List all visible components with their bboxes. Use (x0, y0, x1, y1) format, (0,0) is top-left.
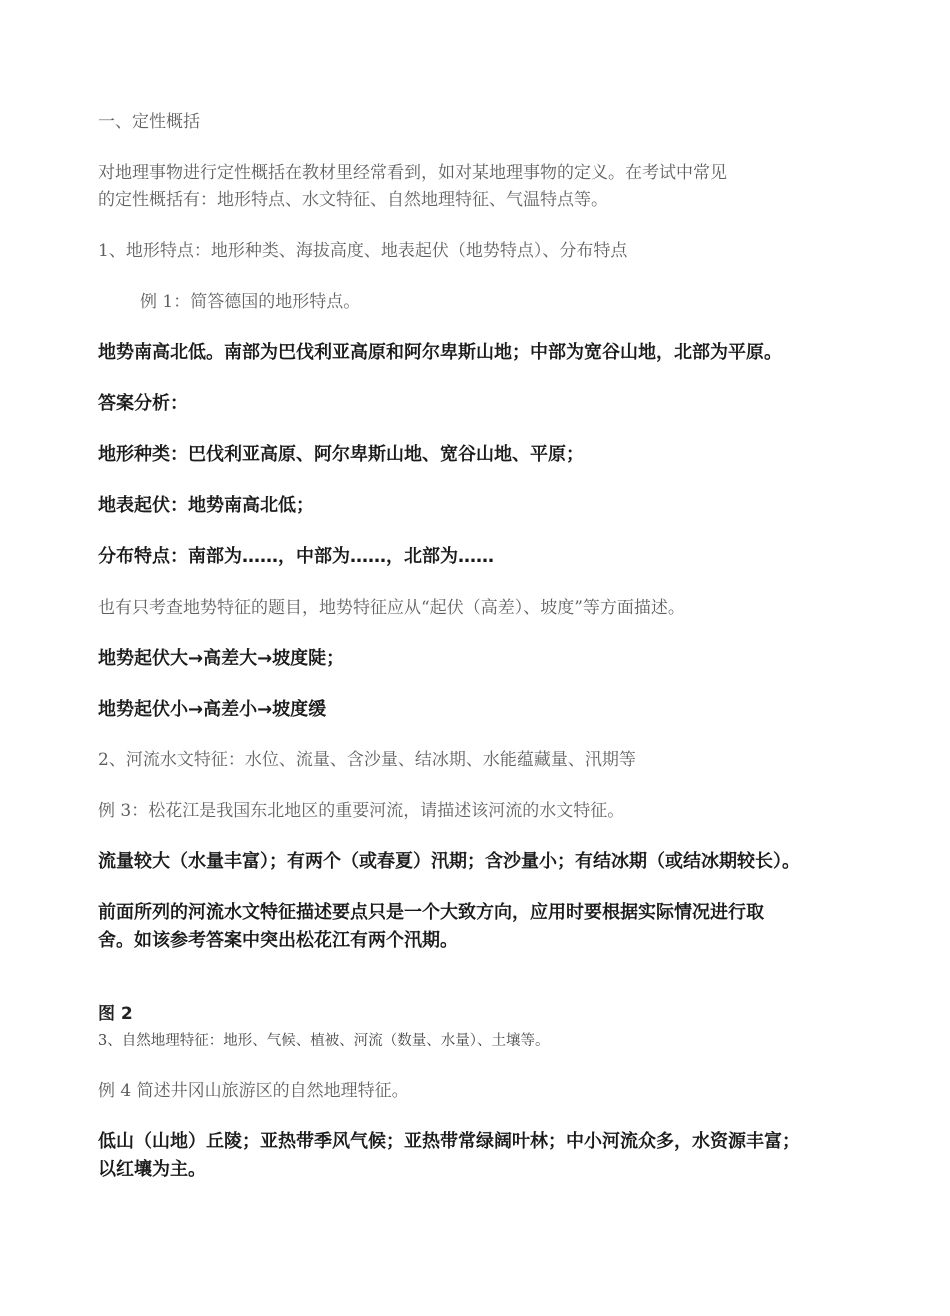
paragraph-line: 对地理事物进行定性概括在教材里经常看到，如对某地理事物的定义。在考试中常见 (98, 163, 727, 183)
terrain-rule: 地势起伏小→高差小→坡度缓 (98, 699, 327, 720)
analysis-heading: 答案分析： (98, 393, 188, 414)
paragraph-line: 的定性概括有：地形特点、水文特征、自然地理特征、气温特点等。 (98, 190, 608, 210)
example-3: 例 3：松花江是我国东北地区的重要河流，请描述该河流的水文特征。 (98, 801, 625, 821)
answer-line: 低山（山地）丘陵；亚热带季风气候；亚热带常绿阔叶林；中小河流众多，水资源丰富； (98, 1131, 800, 1152)
example-4: 例 4 简述井冈山旅游区的自然地理特征。 (98, 1081, 409, 1101)
answer-line: 地势南高北低。南部为巴伐利亚高原和阿尔卑斯山地；中部为宽谷山地，北部为平原。 (98, 342, 782, 363)
subheading-hydrology: 2、河流水文特征：水位、流量、含沙量、结冰期、水能蕴藏量、汛期等 (98, 750, 636, 770)
example-1: 例 1：简答德国的地形特点。 (140, 292, 361, 312)
paragraph-line: 前面所列的河流水文特征描述要点只是一个大致方向，应用时要根据实际情况进行取 (98, 902, 764, 923)
paragraph-line: 也有只考查地势特征的题目，地势特征应从“起伏（高差）、坡度”等方面描述。 (98, 598, 685, 618)
answer-line: 流量较大（水量丰富）；有两个（或春夏）汛期；含沙量小；有结冰期（或结冰期较长）。 (98, 851, 800, 872)
figure-label: 图 2 (98, 1004, 133, 1024)
analysis-line: 分布特点：南部为……，中部为……，北部为…… (98, 546, 494, 567)
section-heading: 一、定性概括 (98, 112, 200, 132)
analysis-line: 地表起伏：地势南高北低； (98, 495, 314, 516)
answer-line: 以红壤为主。 (98, 1159, 206, 1180)
terrain-rule: 地势起伏大→高差大→坡度陡； (98, 648, 345, 669)
subheading-terrain: 1、地形特点：地形种类、海拔高度、地表起伏（地势特点）、分布特点 (98, 241, 628, 261)
analysis-line: 地形种类：巴伐利亚高原、阿尔卑斯山地、宽谷山地、平原； (98, 444, 584, 465)
paragraph-line: 舍。如该参考答案中突出松花江有两个汛期。 (98, 930, 458, 951)
subheading-natural: 3、自然地理特征：地形、气候、植被、河流（数量、水量）、土壤等。 (98, 1033, 550, 1049)
